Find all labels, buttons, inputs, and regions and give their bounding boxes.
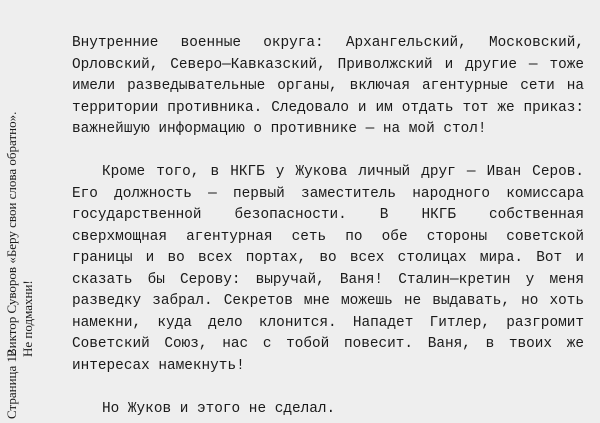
- paragraph-gap: [72, 377, 584, 399]
- paragraph-2: Кроме того, в НКГБ у Жукова личный друг — Иван Серов. Его должность — первый заместитель народного комиссара государственной безопасности. В НКГБ собственная сверхмощная агентурная сеть по обе стороны советской границы и во всех портах, во всех столицах мира. Вот и сказать бы Серову: выручай, Ваня! Сталин—кретин у меня разведку забрал. Секретов мне можешь не выдавать, но хоть намекни, куда дело клонится. Нападет Гитлер, разгромит Советский Союз, нас с тобой повесит. Ваня, в твоих же интересах намекнуть!: [72, 164, 584, 374]
- page-sidebar: [0, 0, 60, 423]
- document-body: [72, 33, 584, 420]
- paragraph-1: Внутренние военные округа: Архангельский, Московский, Орловский, Северо—Кавказский, Приволжский и другие — тоже имели разведывательные органы, включая агентурные сети на территории противника. Следовало и им отдать тот же приказ: важнейшую информацию о противнике — на мой стол!: [72, 35, 584, 137]
- paragraph-3: Но Жуков и этого не сделал.: [102, 400, 336, 417]
- chapter-subtitle: Не подмахни!: [20, 280, 35, 357]
- sidebar-rotated-text: [4, 4, 54, 419]
- page-number: Страница 12: [4, 349, 19, 419]
- sidebar-line-1: [4, 4, 20, 419]
- book-author-title: Виктор Суворов «Беру свои слова обратно».: [4, 111, 19, 357]
- paragraph-gap: [72, 141, 584, 163]
